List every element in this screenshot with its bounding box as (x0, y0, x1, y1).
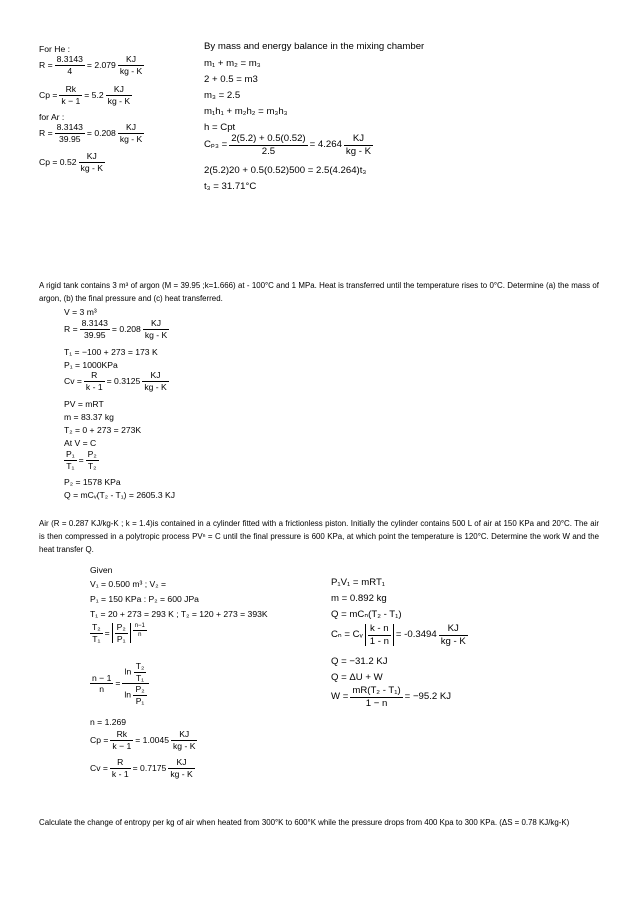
ar-r-equation: R = $\frac{8.3143}{39.95}$ = 0.208 $\frac{KJ}{kg - K}$ (39, 122, 143, 144)
p2-mass: m = 83.37 kg (64, 412, 114, 422)
p2-t1: T₁ = −100 + 273 = 173 K (64, 347, 158, 357)
p3-given-1: V₁ = 0.500 m³ ; V₂ = (90, 579, 166, 589)
p2-p2: P₂ = 1578 KPa (64, 477, 121, 487)
p3-given: Given (90, 565, 113, 575)
p2-at-v: At V = C (64, 438, 97, 448)
mixing-line-5: h = Cpt (204, 122, 236, 133)
p2-p1: P₁ = 1000KPa (64, 360, 118, 370)
p3-right-5: Q = −31.2 KJ (331, 656, 388, 667)
p2-q: Q = mCᵥ(T₂ - T₁) = 2605.3 KJ (64, 490, 176, 500)
p2-volume: V = 3 m³ (64, 307, 97, 317)
mixing-line-1: m₁ + m₂ = m₃ (204, 58, 261, 69)
mixing-heading: By mass and energy balance in the mixing chamber (204, 41, 425, 52)
p2-r-equation: R = $\frac{8.3143}{39.95}$ = 0.208 $\frac{KJ}{kg - K}$ (64, 318, 168, 340)
p3-cp-equation: Cp = $\frac{Rk}{k - 1}$ = 1.0045 $\frac{KJ}{kg - K}$ (90, 729, 196, 751)
p3-cv-equation: Cv = $\frac{R}{k - 1}$ = 0.7175 $\frac{KJ}{kg - K}$ (90, 757, 193, 779)
p3-given-2: P₁ = 150 KPa : P₂ = 600 JPa (90, 594, 199, 604)
problem-4-text: Calculate the change of entropy per kg of air when heated from 300°K to 600°K while the pressure drops from 400 Kpa to 300 KPa. (ΔS = 0.78 KJ/kg-K) (39, 818, 570, 827)
mixing-cp3-equation: Cₚ₃ = $\frac{2(5.2) + 0.5(0.52)}{2.5}$ = 4.264 $\frac{KJ}{kg - K}$ (204, 133, 371, 157)
p3-right-2: m = 0.892 kg (331, 593, 387, 604)
p3-temp-pressure-relation: $\frac{\text{T₂}}{\text{T₁}}$ = $\frac{\text{P₂}}{\text{P₁}}$ $\frac{n-1}{n}$ (92, 622, 145, 644)
mixing-line-3: m₃ = 2.5 (204, 90, 241, 101)
problem-3-text: Air (R = 0.287 KJ/kg-K ; k = 1.4)is contained in a cylinder fitted with a frictionless piston. Initially the cylinder contains 500 L of air at 150 KPa and 20°C. The air is then compressed in a polytropic process PVⁿ = C until the final pressure is 600 KPa, at which point the temperature is 120°C. Determine the work W and the heat transfer Q. (39, 519, 599, 554)
p3-right-3: Q = mCₙ(T₂ - T₁) (331, 609, 402, 620)
p3-cn-equation: Cₙ = Cᵥ $\frac{k - n}{1 - n}$ = -0.3494 $\frac{KJ}{kg - K}$ (331, 623, 466, 647)
mixing-line-8: t₃ = 31.71°C (204, 181, 257, 192)
problem-2-text: A rigid tank contains 3 m³ of argon (M = 39.95 ;k=1.666) at - 100°C and 1 MPa. Heat is transferred until the temperature rises to 0°C. Determine (a) the mass of argon, (b) the final pressure and (c) heat transferred. (39, 281, 599, 303)
p3-right-6: Q = ΔU + W (331, 672, 383, 683)
p3-n-value: n = 1.269 (90, 717, 127, 727)
p2-pv: PV = mRT (64, 399, 104, 409)
mixing-line-4: m₁h₁ + m₂h₂ = m₃h₃ (204, 106, 288, 117)
he-heading: For He : (39, 44, 71, 54)
p3-given-3: T₁ = 20 + 273 = 293 K ; T₂ = 120 + 273 = 393K (90, 609, 268, 619)
he-cp-equation: Cp = $\frac{Rk}{k - 1}$ = 5.2 $\frac{KJ}{kg - K}$ (39, 84, 131, 106)
ar-heading: for Ar : (39, 112, 65, 122)
p3-right-1: P₁V₁ = mRT₁ (331, 577, 386, 588)
ar-cp-equation: Cp = 0.52 $\frac{KJ}{kg - K}$ (39, 151, 103, 173)
mixing-line-2: 2 + 0.5 = m3 (204, 74, 258, 85)
mixing-line-7: 2(5.2)20 + 0.5(0.52)500 = 2.5(4.264)t₃ (204, 165, 367, 176)
he-r-equation: R = $\frac{8.3143}{4}$ = 2.079 $\frac{KJ}{kg - K}$ (39, 54, 143, 76)
p3-n-relation: $\frac{n - 1}{n}$ = ln $\frac{\text{T₂}}{\text{T₁}}$ ln $\frac{\text{P₂}}{\text{P₁}}$ (90, 662, 151, 705)
p2-t2: T₂ = 0 + 273 = 273K (64, 425, 142, 435)
p2-ratio-equation: $\frac{\text{P₁}}{\text{T₁}}$ = $\frac{\text{P₂}}{\text{T₂}}$ (66, 449, 97, 471)
p3-work-equation: W = $\frac{\text{mR(T₂ - T₁)}}{1 - n}$ = −95.2 KJ (331, 685, 452, 709)
p2-cv-equation: Cv = $\frac{R}{k - 1}$ = 0.3125 $\frac{KJ}{kg - K}$ (64, 370, 167, 392)
